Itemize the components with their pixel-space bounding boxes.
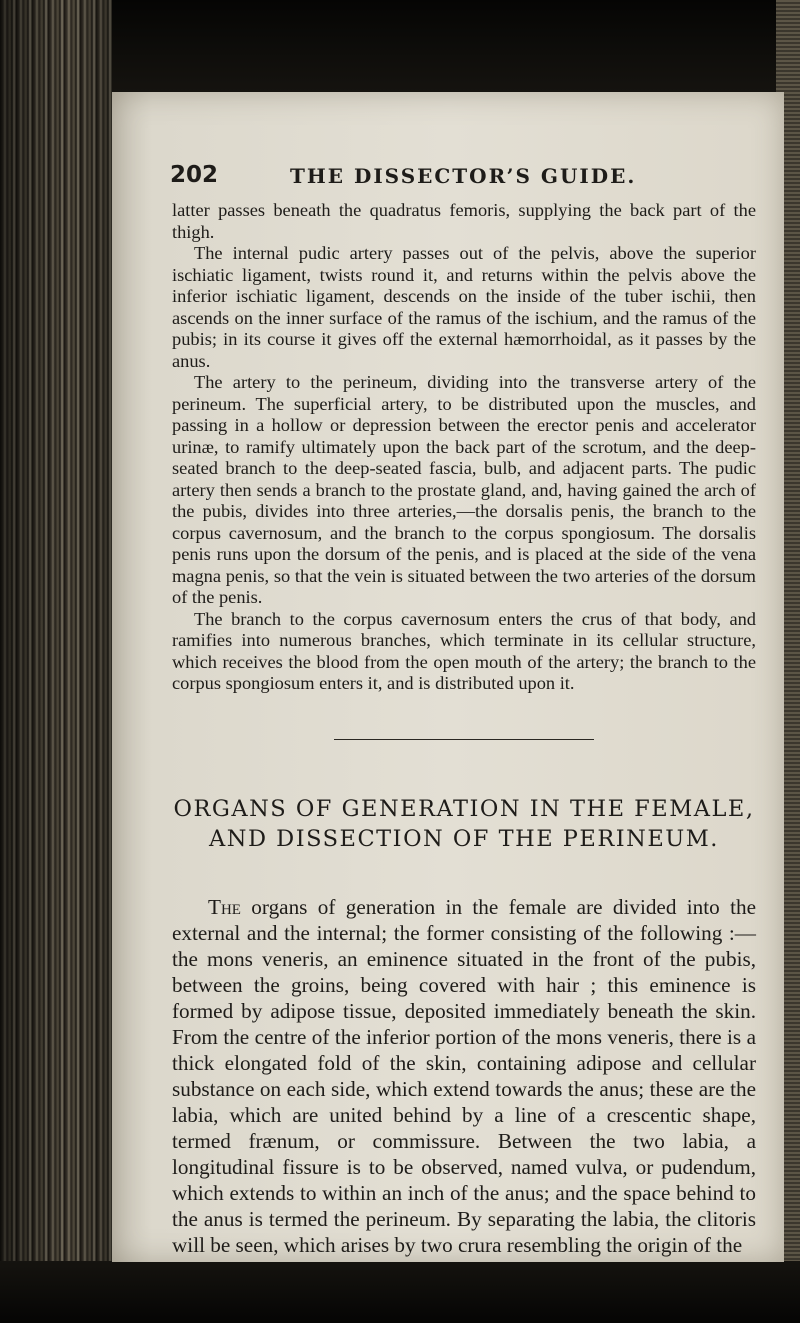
section-body <box>172 894 756 1258</box>
paragraph: The artery to the perineum, dividing into the transverse artery of the perineum. The superficial artery, to be distributed upon the muscles, and passing in a hollow or depression between the erector penis and accelerator urinæ, to ramify ultimately upon the back part of the scrotum, and the deep-seated branch to the deep-seated fascia, bulb, and adjacent parts. The pudic artery then sends a branch to the prostate gland, and, having gained the arch of the pubis, divides into three arteries,—the dorsalis penis, the branch to the corpus cavernosum, and the branch to the corpus spongiosum. The dorsalis penis runs upon the dorsum of the penis, and is placed at the side of the vena magna penis, so that the vein is situated between the two arteries of the dorsum of the penis. <box>172 372 756 607</box>
book-page <box>112 92 784 1262</box>
running-head <box>172 162 756 192</box>
top-shadow <box>0 0 800 92</box>
section-heading <box>172 794 756 854</box>
section-paragraph <box>172 894 756 1258</box>
lead-word: The <box>208 894 241 919</box>
section-heading-line-1: ORGANS OF GENERATION IN THE FEMALE, <box>173 795 755 822</box>
paragraph-text: organs of generation in the female are divided into the external and the internal; the former consisting of the following :—the mons veneris, an eminence situated in the front of the pubis, between the groins, being covered with hair ; this eminence is formed by adipose tissue, deposited immediately beneath the skin. From the centre of the inferior portion of the mons veneris, there is a thick elongated fold of the skin, containing adipose and cellular substance on each side, which extend towards the anus; these are the labia, which are united behind by a line of a crescentic shape, termed frænum, or commissure. Between the two labia, a longitudinal fissure is to be observed, named vulva, or pudendum, which extends to within an inch of the anus; and the space behind to the anus is termed the perineum. By separating the labia, the clitoris will be seen, which arises by two crura resembling the origin of the <box>172 894 756 1257</box>
page-number: 202 <box>170 162 219 188</box>
section-heading-line-2: AND DISSECTION OF THE PERINEUM. <box>209 825 719 852</box>
paragraph: The internal pudic artery passes out of the pelvis, above the superior ischiatic ligament, twists round it, and returns within the pelvis above the inferior ischiatic ligament, descends on the inside of the tuber ischii, then ascends on the inner surface of the ramus of the ischium, and the ramus of the pubis; in its course it gives off the external hæmorrhoidal, as it passes by the anus. <box>172 243 756 371</box>
paragraph: The branch to the corpus cavernosum enters the crus of that body, and ramifies into numerous branches, which terminate in its cellular structure, which receives the blood from the open mouth of the artery; the branch to the corpus spongiosum enters it, and is distributed upon it. <box>172 608 756 693</box>
paragraph: latter passes beneath the quadratus femoris, supplying the back part of the thigh. <box>172 200 756 242</box>
page-content <box>172 162 756 1258</box>
binding-shade <box>0 0 112 1323</box>
running-title: THE DISSECTOR’S GUIDE. <box>290 164 637 188</box>
section-divider <box>334 739 594 740</box>
bottom-shadow <box>0 1261 800 1323</box>
